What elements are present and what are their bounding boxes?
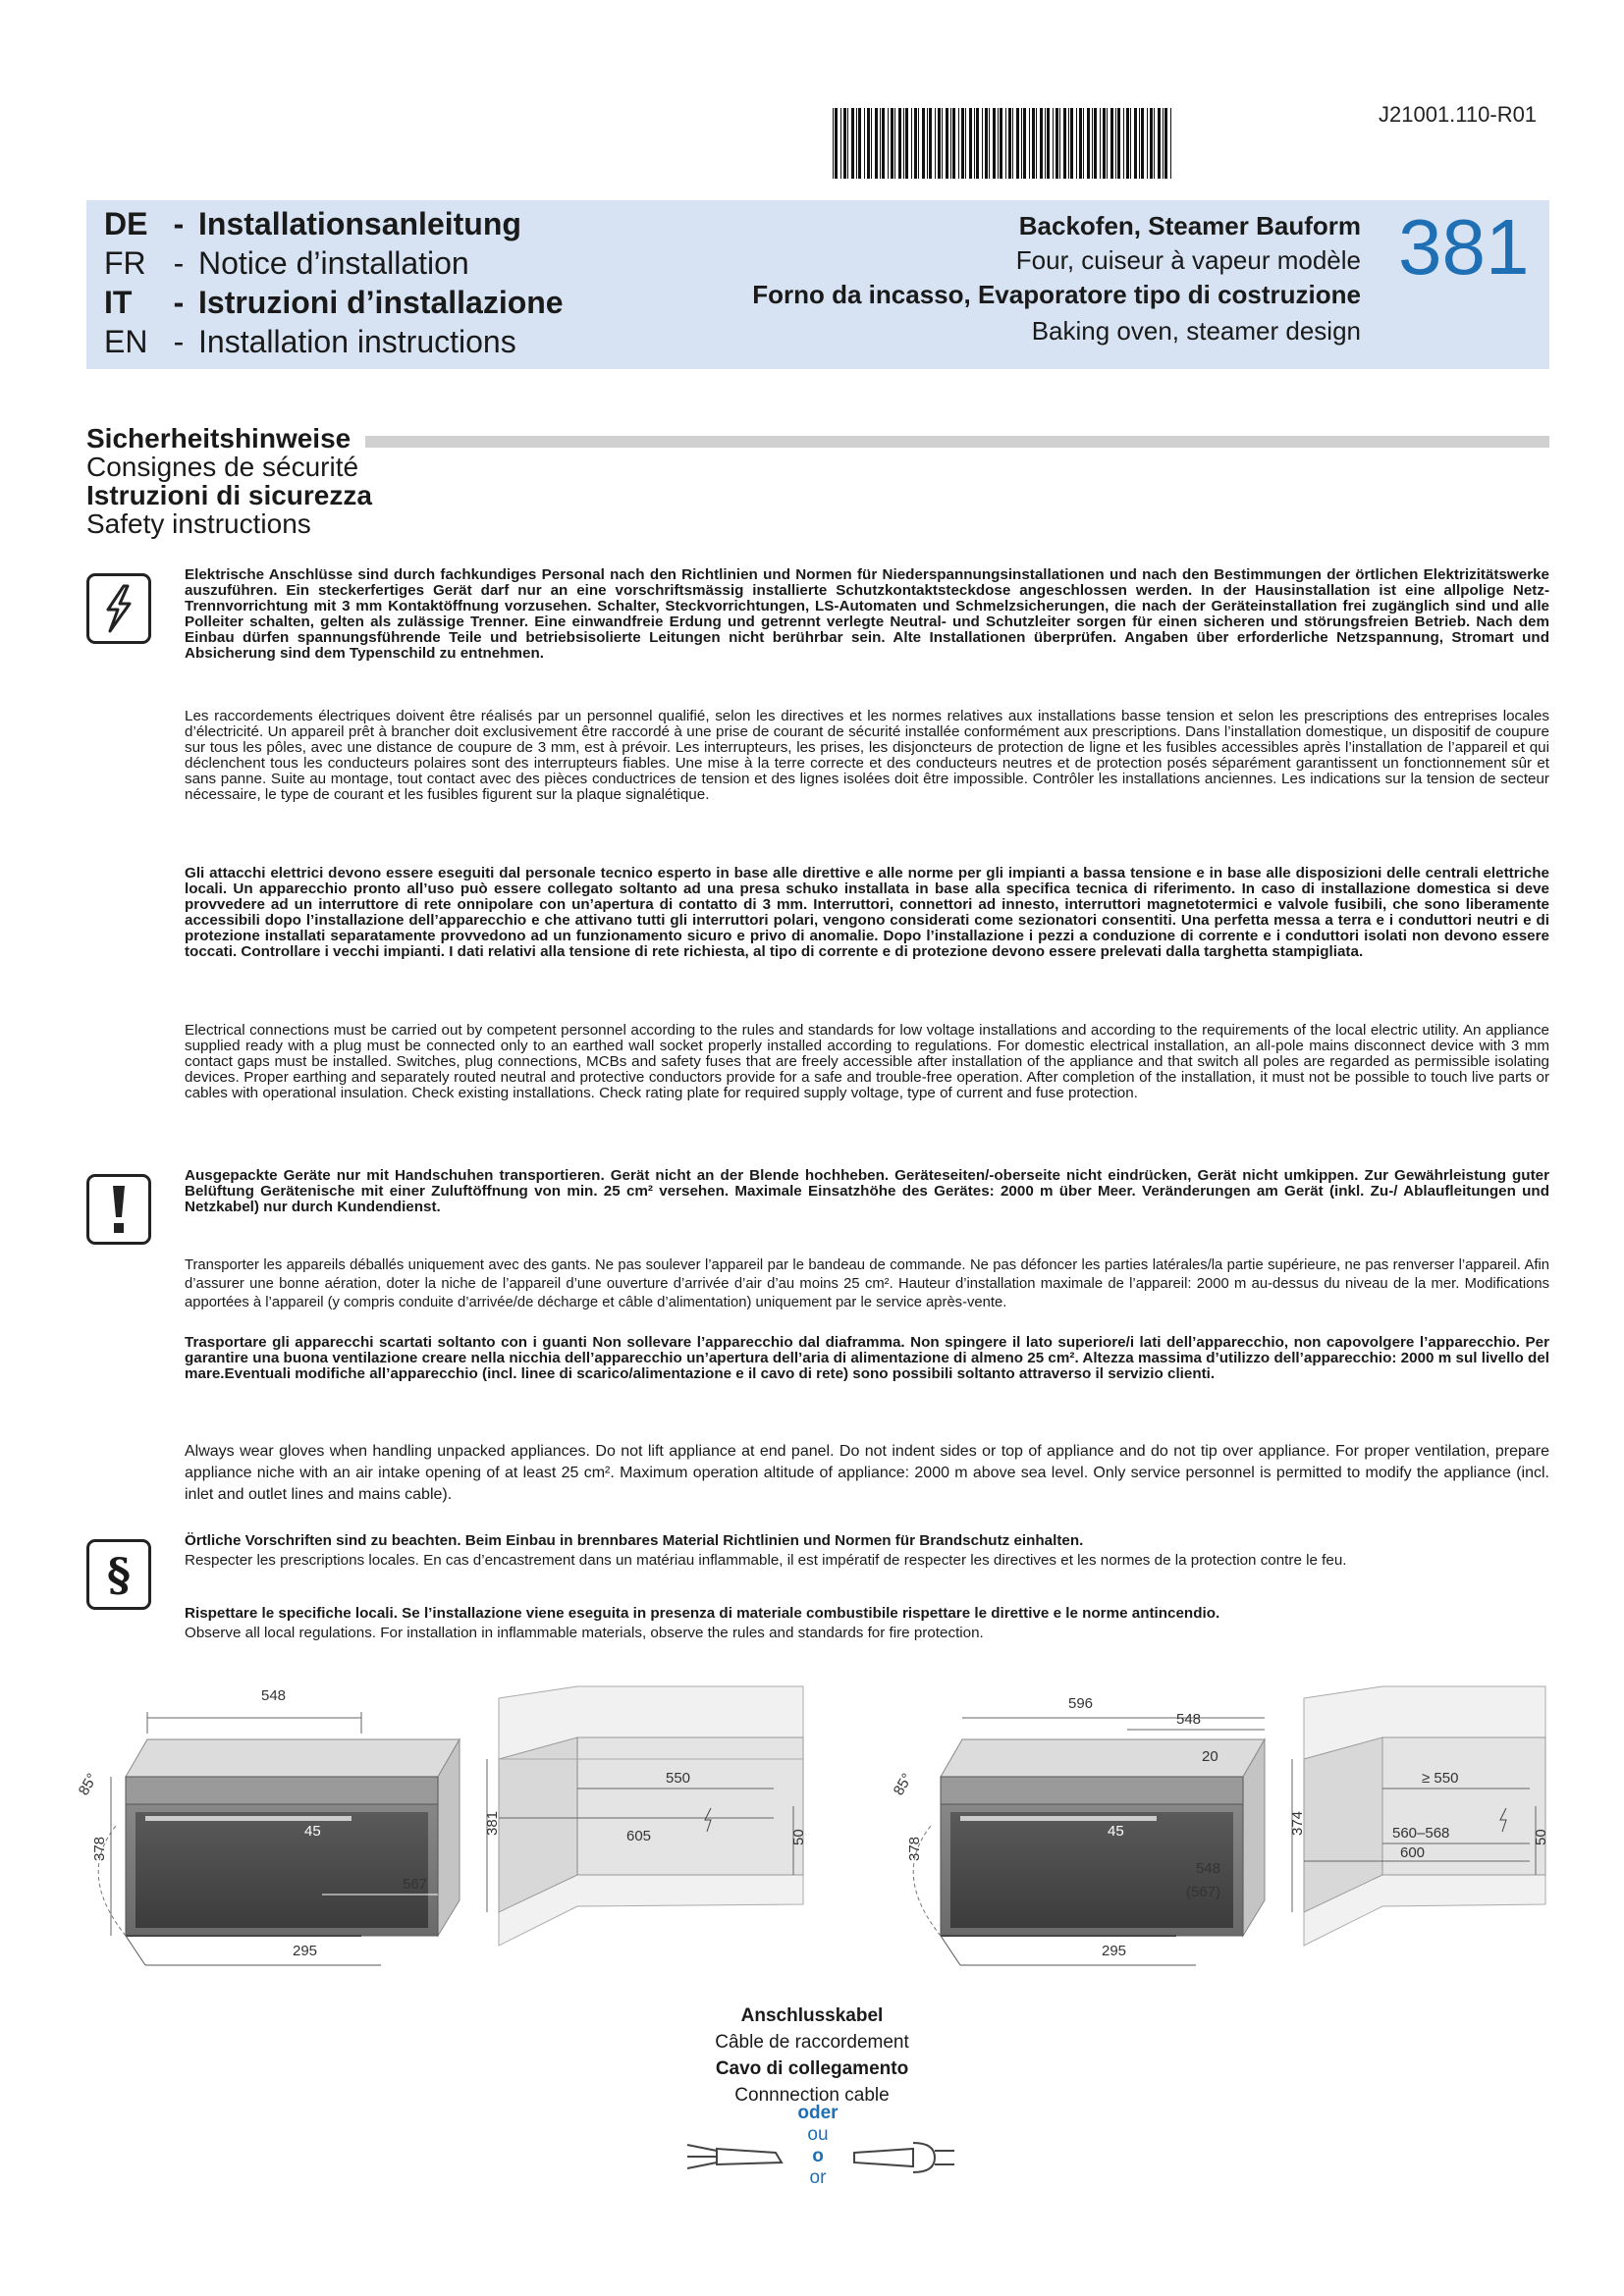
barcode-bar xyxy=(835,108,838,179)
or-fr: ou xyxy=(807,2124,829,2145)
barcode-bar xyxy=(888,108,889,179)
handling-text-fr: Transporter les appareils déballés uniquement avec des gants. Ne pas soulever l’appareil par le bandeau de commande. Ne pas défoncer les parties latérales/la partie supérieure, ne pas renverser l’appareil. Afin d’assurer une bonne aération, doter la niche de l’appareil d’une ouverture d’arrivée d’air d’au moins 25 cm². Hauteur d’installation maximale de l’appareil: 2000 m au-dessus du niveau de la mer. Modifications apportées à l’appareil (y compris conduite d’arrivée/de décharge et câble d’alimentation) uniquement par le service après-vente. xyxy=(185,1257,1549,1310)
language-title: Istruzioni d’installazione xyxy=(198,285,564,320)
barcode-bar xyxy=(1164,108,1167,179)
barcode-bar xyxy=(1110,108,1113,179)
barcode-bar xyxy=(982,108,983,179)
regulations-text-de: Örtliche Vorschriften sind zu beachten. Beim Einbau in brennbares Material Richtlinien und Normen für Brandschutz einhalten. xyxy=(185,1532,1084,1549)
barcode-bar xyxy=(1023,108,1026,179)
model-number: 381 xyxy=(1398,203,1530,291)
dim-596: 596 xyxy=(1068,1695,1094,1712)
language-fr: FR - Notice d’installation xyxy=(104,245,469,281)
barcode-bar xyxy=(1036,108,1037,179)
cable-label-fr: Câble de raccordement xyxy=(715,2032,909,2053)
or-labels xyxy=(774,2103,862,2189)
barcode-bar xyxy=(961,108,964,179)
installation-diagrams xyxy=(75,1679,1549,1963)
dim-374: 374 xyxy=(1289,1810,1306,1836)
dim-angle: 85° xyxy=(75,1770,101,1798)
barcode-bar xyxy=(965,108,966,179)
barcode-bar xyxy=(894,108,895,179)
safety-section-title xyxy=(86,424,372,538)
barcode-bar xyxy=(1008,108,1011,179)
barcode-bar xyxy=(1100,108,1101,179)
barcode-bar xyxy=(1092,108,1093,179)
exclamation-icon xyxy=(86,1174,151,1245)
barcode xyxy=(833,108,1172,179)
barcode-bar xyxy=(1150,108,1153,179)
language-en: EN - Installation instructions xyxy=(104,324,516,359)
dim-567: 567 xyxy=(403,1876,428,1893)
barcode-bar xyxy=(1087,108,1090,179)
electrical-text-de: Elektrische Anschlüsse sind durch fachkundiges Personal nach den Richtlinien und Normen für Niederspannungsinstallationen und nach den Bestimmungen der örtlichen Elektrizitätswerke auszuführen. Ein steckerfertiges Gerät darf nur an eine vorschriftsmässig installierte Schutzkontaktsteckdose angeschlossen werden. In der Hausinstallation ist eine allpolige Netz-Trennvorrichtung mit 3 mm Kontaktöffnung vorzusehen. Schalter, Steckvorrichtungen, LS-Automaten und Schmelzsicherungen, die nach der Geräteinstallation frei zugänglich sind und alle Polleiter schalten, gelten als zulässige Trenner. Eine einwandfreie Erdung und getrennt verlegte Neutral- und Schutzleiter sorgen für einen sicheren und störungsfreien Betrieb. Nach dem Einbau dürfen spannungsführende Teile und betriebsisolierte Leitungen nicht berührbar sein. Alte Installationen überprüfen. Angaben über erforderliche Netzspannung, Stromart und Absicherung sind dem Typenschild zu entnehmen. xyxy=(185,566,1549,662)
barcode-bar xyxy=(1107,108,1108,179)
barcode-bar xyxy=(1117,108,1120,179)
document-reference: J21001.110-R01 xyxy=(1379,102,1538,127)
dim-378: 378 xyxy=(906,1836,923,1861)
barcode-bar xyxy=(1045,108,1046,179)
barcode-bar xyxy=(911,108,912,179)
barcode-bar xyxy=(856,108,857,179)
section-divider xyxy=(365,436,1549,448)
dim-550: 550 xyxy=(666,1770,691,1787)
barcode-bar xyxy=(1059,108,1060,179)
language-code: EN xyxy=(104,324,148,359)
barcode-bar xyxy=(1147,108,1148,179)
barcode-bar xyxy=(1083,108,1084,179)
dim-381: 381 xyxy=(484,1810,501,1836)
barcode-bar xyxy=(851,108,854,179)
barcode-bar xyxy=(952,108,955,179)
barcode-bar xyxy=(1158,108,1161,179)
barcode-bar xyxy=(1123,108,1124,179)
barcode-bar xyxy=(1032,108,1035,179)
barcode-bar xyxy=(864,108,865,179)
dim-548: 548 xyxy=(261,1687,287,1704)
barcode-bar xyxy=(929,108,932,179)
barcode-bar xyxy=(880,108,881,179)
barcode-bar xyxy=(1103,108,1106,179)
barcode-bar xyxy=(858,108,861,179)
niche-diagram-left xyxy=(484,1686,807,1946)
barcode-bar xyxy=(891,108,893,179)
barcode-bar xyxy=(1016,108,1019,179)
barcode-bar xyxy=(1126,108,1129,179)
barcode-bar xyxy=(942,108,943,179)
barcode-bar xyxy=(1139,108,1140,179)
dim-378: 378 xyxy=(91,1836,108,1861)
barcode-bar xyxy=(1076,108,1077,179)
barcode-bar xyxy=(1053,108,1054,179)
barcode-bar xyxy=(998,108,999,179)
barcode-bar xyxy=(1115,108,1116,179)
plug-icon xyxy=(854,2143,954,2172)
barcode-bar xyxy=(875,108,878,179)
barcode-bar xyxy=(1012,108,1013,179)
appliance-diagram-right xyxy=(891,1695,1265,1965)
barcode-bar xyxy=(918,108,919,179)
barcode-bar xyxy=(938,108,941,179)
barcode-bar xyxy=(898,108,901,179)
language-de: DE - Installationsanleitung xyxy=(104,206,521,241)
barcode-bar xyxy=(993,108,996,179)
safety-title-de: Sicherheitshinweise xyxy=(86,423,352,454)
language-code: DE xyxy=(104,206,148,241)
bare-wires-icon xyxy=(687,2145,782,2168)
barcode-bar xyxy=(1021,108,1022,179)
dim-295: 295 xyxy=(1102,1943,1127,1959)
barcode-bar xyxy=(1070,108,1073,179)
handling-text-de: Ausgepackte Geräte nur mit Handschuhen transportieren. Gerät nicht an der Blende hochheben. Geräteseiten/-oberseite nicht eindrücken, Gerät nicht umkippen. Zur Gewährleistung guter Belüftung Gerätenische mit einer Zuluftöffnung von min. 25 cm² versehen. Maximale Einsatzhöhe des Gerätes: 2000 m über Meer. Veränderungen am Gerät (inkl. Zu-/ Ablaufleitungen und Netzkabel) nur durch Kundendienst. xyxy=(185,1167,1549,1215)
barcode-bar xyxy=(833,108,834,179)
barcode-bar xyxy=(1005,108,1006,179)
barcode-bar xyxy=(843,108,846,179)
barcode-bar xyxy=(882,108,885,179)
barcode-bar xyxy=(1079,108,1082,179)
barcode-bar xyxy=(985,108,988,179)
barcode-bar xyxy=(1154,108,1155,179)
dim-567: (567) xyxy=(1186,1884,1221,1900)
barcode-bar xyxy=(950,108,951,179)
dim-605: 605 xyxy=(626,1828,652,1844)
or-de: oder xyxy=(797,2103,839,2123)
dim-600: 600 xyxy=(1400,1844,1426,1861)
barcode-bar xyxy=(958,108,959,179)
dim-50: 50 xyxy=(790,1829,807,1845)
appliance-diagram-left xyxy=(76,1687,460,1965)
regulations-text-it: Rispettare le specifiche locali. Se l’installazione viene eseguita in presenza di materiale combustibile rispettare le direttive e le norme antincendio. xyxy=(185,1605,1220,1622)
barcode-bar xyxy=(1056,108,1058,179)
dim-45: 45 xyxy=(1108,1823,1124,1840)
barcode-bar xyxy=(946,108,948,179)
barcode-bar xyxy=(1000,108,1002,179)
language-title: Installation instructions xyxy=(198,324,516,359)
product-en: Baking oven, steamer design xyxy=(1031,316,1361,346)
barcode-bar xyxy=(1029,108,1030,179)
barcode-bar xyxy=(1130,108,1131,179)
barcode-bar xyxy=(847,108,848,179)
dim-548-top: 548 xyxy=(1176,1711,1202,1728)
barcode-bar xyxy=(969,108,972,179)
dim-548: 548 xyxy=(1196,1860,1221,1877)
barcode-bar xyxy=(1163,108,1164,179)
barcode-bar xyxy=(1134,108,1137,179)
barcode-bar xyxy=(867,108,870,179)
barcode-bar xyxy=(922,108,925,179)
handling-text-it: Trasportare gli apparecchi scartati soltanto con i guanti Non sollevare l’apparecchio dal diaframma. Non spingere il lato superiore/i lati dell’apparecchio, non capovolgere l’apparecchio. Per garantire una buona ventilazione creare nella nicchia dell’apparecchio un’apertura dell’aria di alimentazione di almeno 25 cm². Altezza massima d’utilizzo dell’apparecchio: 2000 m sul livello del mare.Eventuali modifiche all’apparecchio (incl. linee di scarico/alimentazione e il cavo di rete) sono possibili soltanto attraverso il servizio clienti. xyxy=(185,1334,1549,1382)
dim-560-568: 560–568 xyxy=(1392,1825,1450,1842)
barcode-bar xyxy=(1170,108,1171,179)
regulations-text-fr: Respecter les prescriptions locales. En cas d’encastrement dans un matériau inflammable, il est impératif de respecter les directives et les normes de la protection contre le feu. xyxy=(185,1552,1347,1569)
dim-20: 20 xyxy=(1202,1748,1218,1765)
barcode-bar xyxy=(974,108,975,179)
barcode-bar xyxy=(840,108,841,179)
barcode-bar xyxy=(927,108,928,179)
regulations-text-en: Observe all local regulations. For installation in inflammable materials, observe the rules and standards for fire protection. xyxy=(185,1625,984,1641)
barcode-bar xyxy=(914,108,917,179)
dim-angle: 85° xyxy=(890,1770,916,1798)
cable-label-de: Anschlusskabel xyxy=(740,2005,884,2026)
language-code: FR xyxy=(104,245,146,281)
barcode-bar xyxy=(1063,108,1066,179)
cable-label-it: Cavo di collegamento xyxy=(715,2058,909,2079)
electrical-text-en: Electrical connections must be carried out by competent personnel according to the rules and standards for low voltage installations and according to the requirements of the local electric utility. An appliance supplied ready with a plug must be connected only to an earthed wall socket properly installed according to regulations. For domestic electrical installation, an all-pole mains disconnect device with 3 mm contact gaps must be installed. Switches, plug connections, MCBs and safety fuses that are freely accessible after installation of the appliance and that switch all poles are regarded as permissible isolating devices. Proper earthing and separately routed neutral and protective conductors provide for a safe and trouble-free operation. After completion of the installation, it must not be possible to touch live parts or cables with operational insulation. Check existing installations. Check rating plate for required supply voltage, type of current and fuse protection. xyxy=(185,1022,1549,1101)
language-title: Installationsanleitung xyxy=(198,206,521,241)
handling-text-en: Always wear gloves when handling unpacked appliances. Do not lift appliance at end panel. Do not indent sides or top of appliance and do not tip over appliance. For proper ventilation, prepare appliance niche with an air intake opening of at least 25 cm². Maximum operation altitude of appliance: 2000 m above sea level. Only service personnel is permitted to modify the appliance (incl. inlet and outlet lines and mains cable). xyxy=(185,1443,1549,1503)
dim-45: 45 xyxy=(304,1823,321,1840)
language-it: IT - Istruzioni d’installazione xyxy=(104,285,564,320)
barcode-bar xyxy=(935,108,936,179)
electrical-text-fr: Les raccordements électriques doivent être réalisés par un personnel qualifié, selon les directives et les normes relatives aux installations basse tension et selon les prescriptions des entreprises locales d’électricité. Un appareil prêt à brancher doit exclusivement être raccordé à une prise de courant de sécurité installée conformément aux prescriptions. Dans l’installation domestique, un dispositif de coupure sur tous les pôles, avec une distance de coupure de 3 mm, est à prévoir. Les interrupteurs, les prises, les disjoncteurs de protection de ligne et les fusibles accessibles après l’installation de l’appareil et qui déclenchent tous les conducteurs polaires sont des interrupteurs fiables. Une mise à la terre correcte et des conducteurs neutres et de protection posés séparément garantissent un fonctionnement sûr et sans panne. Suite au montage, tout contact avec des pièces conductrices de tension et des lignes isolées doit être impossible. Contrôler les installations anciennes. Les indications sur la tension de secteur nécessaire, le type de courant et les fusibles figurent sur la plaque signalétique. xyxy=(185,708,1549,803)
product-de: Backofen, Steamer Bauform xyxy=(1018,211,1361,240)
barcode-bar xyxy=(1141,108,1144,179)
barcode-bar xyxy=(871,108,872,179)
paragraph-icon: § xyxy=(86,1539,151,1610)
niche-diagram-right xyxy=(1289,1686,1549,1946)
barcode-bar xyxy=(1047,108,1050,179)
cable-labels xyxy=(616,2002,1008,2109)
language-title: Notice d’installation xyxy=(198,245,469,281)
dim-550: ≥ 550 xyxy=(1422,1770,1459,1787)
barcode-bar xyxy=(1040,108,1043,179)
barcode-bar xyxy=(1068,108,1069,179)
electrical-text-it: Gli attacchi elettrici devono essere eseguiti dal personale tecnico esperto in base alle direttive e alle norme per gli impianti a bassa tensione e in base alle disposizioni delle centrali elettriche locali. Un apparecchio pronto all’uso può essere collegato soltanto ad una presa schuko installata in base alla specifica tecnica di riferimento. In caso di installazione domestica si deve provvedere ad un interruttore di rete onnipolare con un’apertura di contatto di 3 mm. Interruttori, connettori ad innesto, interruttori magnetotermici e valvole fusibili, che sono liberamente accessibili dopo l’installazione dell’apparecchio e che attivano tutti gli interruttori polari, vengono considerati come sezionatori consentiti. Una perfetta messa a terra e i conduttori neutri e di protezione installati separatamente provvedono ad un funzionamento sicuro e privo di anomalie. Dopo l’installazione i pezzi a conduzione di corrente e i conduttori isolati non devono essere toccati. Controllare i vecchi impianti. I dati relativi alla tensione di rete richiesta, al tipo di corrente e di protezione devono essere prelevati dalla targhetta stampigliata. xyxy=(185,865,1549,960)
product-fr: Four, cuiseur à vapeur modèle xyxy=(1015,245,1361,275)
or-it: o xyxy=(812,2146,824,2166)
lightning-icon xyxy=(86,573,151,644)
barcode-bar xyxy=(903,108,904,179)
barcode-bar xyxy=(976,108,979,179)
language-code: IT xyxy=(104,285,133,320)
dim-295: 295 xyxy=(293,1943,318,1959)
barcode-bar xyxy=(1094,108,1097,179)
product-it: Forno da incasso, Evaporatore tipo di costruzione xyxy=(752,280,1361,309)
barcode-bar xyxy=(905,108,908,179)
cable-label-en: Connnection cable xyxy=(734,2085,890,2106)
dim-50: 50 xyxy=(1533,1829,1549,1845)
or-en: or xyxy=(809,2167,827,2188)
barcode-bar xyxy=(989,108,990,179)
safety-title-it: Istruzioni di sicurezza xyxy=(86,480,372,510)
safety-title-en: Safety instructions xyxy=(86,508,311,539)
safety-title-fr: Consignes de sécurité xyxy=(86,452,359,482)
